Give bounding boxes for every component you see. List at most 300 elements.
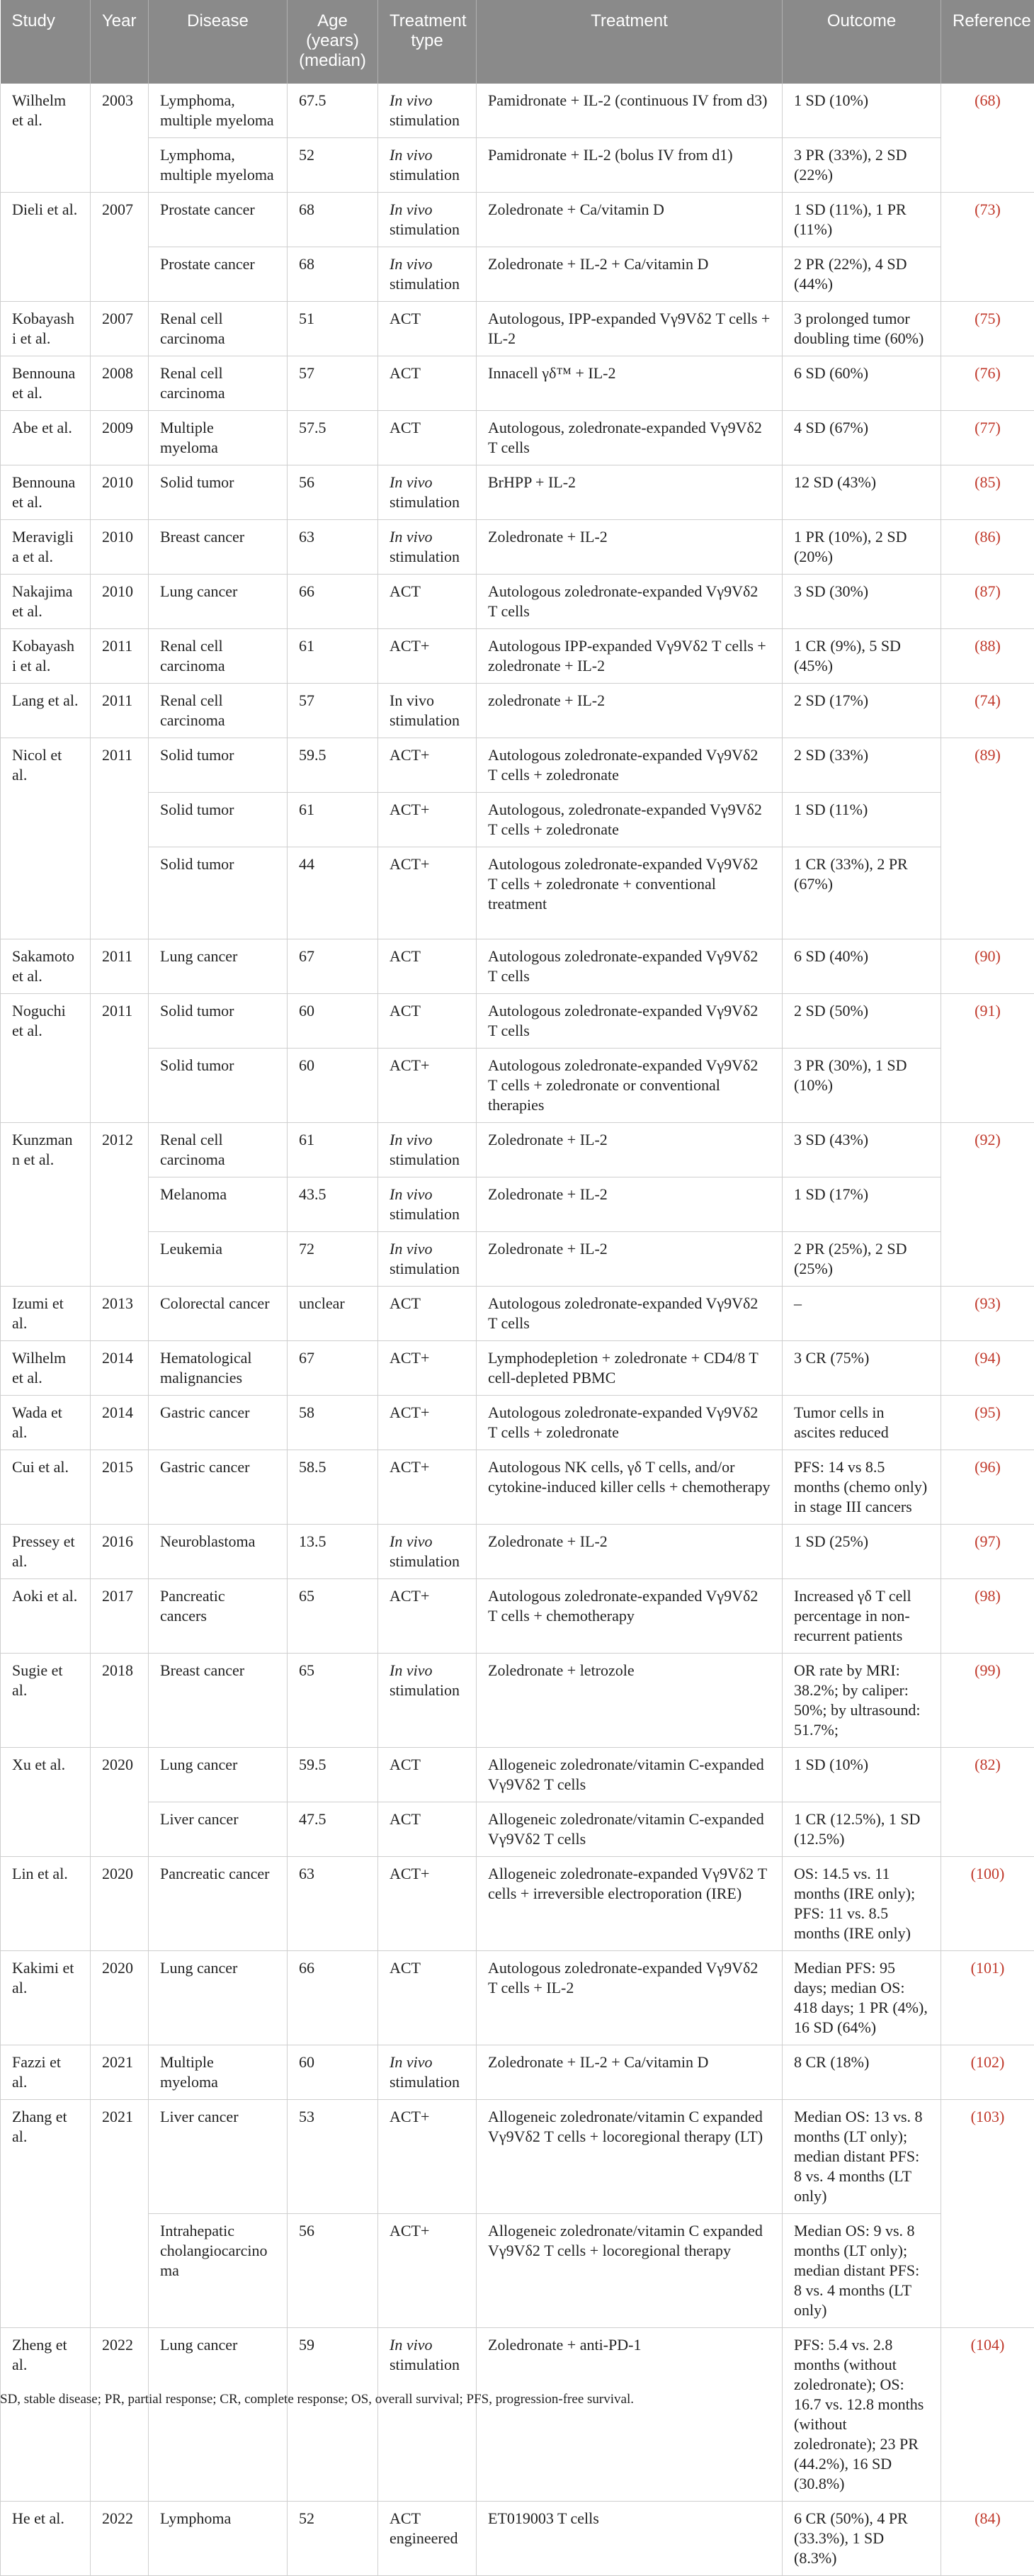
disease-cell: Intrahepatic cholangiocarcinoma xyxy=(149,2214,288,2328)
reference-link[interactable]: 104 xyxy=(976,2336,999,2354)
reference-link[interactable]: 86 xyxy=(980,528,996,546)
ref-paren-close: ) xyxy=(999,2336,1004,2354)
table-row xyxy=(1,629,1034,684)
year-cell: 2011 xyxy=(91,629,149,684)
treatment-cell: Autologous zoledronate-expanded Vγ9Vδ2 T cells + zoledronate + conventional treatment xyxy=(477,847,783,939)
ref-paren-open: ( xyxy=(975,1756,979,1773)
reference-cell xyxy=(941,520,1034,575)
reference-cell xyxy=(941,1450,1034,1525)
reference-link[interactable]: 74 xyxy=(980,691,996,709)
reference-link[interactable]: 88 xyxy=(980,637,996,655)
reference-link[interactable]: 95 xyxy=(980,1403,996,1421)
reference-link[interactable]: 76 xyxy=(980,364,996,382)
table-header xyxy=(1,0,1034,84)
age-cell: 57.5 xyxy=(288,411,378,465)
treatment-type-cell xyxy=(378,302,477,356)
age-cell: 63 xyxy=(288,520,378,575)
outcome-cell: 4 SD (67%) xyxy=(783,411,941,465)
treatment-type-cell xyxy=(378,2045,477,2100)
outcome-cell: 12 SD (43%) xyxy=(783,465,941,520)
reference-link[interactable]: 101 xyxy=(976,1959,999,1977)
ref-paren-open: ( xyxy=(975,528,979,546)
treatment-type-text: ACT xyxy=(390,1294,421,1312)
table-row xyxy=(1,1049,1034,1123)
reference-link[interactable]: 98 xyxy=(980,1587,996,1605)
table-row xyxy=(1,520,1034,575)
age-cell: 65 xyxy=(288,1654,378,1748)
table-row xyxy=(1,411,1034,465)
ref-paren-open: ( xyxy=(975,473,979,491)
age-cell: 53 xyxy=(288,2100,378,2214)
year-cell: 2015 xyxy=(91,1450,149,1525)
disease-cell: Liver cancer xyxy=(149,2100,288,2214)
treatment-type-text: ACT xyxy=(390,1756,421,1773)
age-cell: 66 xyxy=(288,575,378,629)
treatment-cell: Allogeneic zoledronate/vitamin C-expanded Vγ9Vδ2 T cells xyxy=(477,1748,783,1802)
treatment-type-cell xyxy=(378,411,477,465)
table-row xyxy=(1,1232,1034,1287)
study-cell: Pressey et al. xyxy=(1,1525,91,1579)
ref-paren-close: ) xyxy=(996,528,1001,546)
header-row xyxy=(1,0,1034,84)
year-cell: 2014 xyxy=(91,1396,149,1450)
study-cell: Wada et al. xyxy=(1,1396,91,1450)
treatment-cell: Autologous zoledronate-expanded Vγ9Vδ2 T cells xyxy=(477,994,783,1049)
age-cell: 44 xyxy=(288,847,378,939)
table-footnote: SD, stable disease; PR, partial response; CR, complete response; OS, overall survival; PFS, progression-free survival. xyxy=(0,2391,1034,2408)
treatment-type-text: ACT xyxy=(390,310,421,327)
ref-paren-open: ( xyxy=(971,2053,976,2071)
treatment-type-cell xyxy=(378,1579,477,1654)
outcome-cell: 3 prolonged tumor doubling time (60%) xyxy=(783,302,941,356)
treatment-cell: Pamidronate + IL-2 (bolus IV from d1) xyxy=(477,138,783,193)
treatment-type-text: ACT xyxy=(390,947,421,965)
treatment-cell: Innacell γδ™ + IL-2 xyxy=(477,356,783,411)
header-treatment: Treatment xyxy=(477,0,783,84)
treatment-type-text: stimulation xyxy=(390,111,460,129)
age-cell: 67 xyxy=(288,1341,378,1396)
treatment-type-text: stimulation xyxy=(390,1552,460,1570)
reference-cell xyxy=(941,738,1034,939)
table-row xyxy=(1,1396,1034,1450)
treatment-type-text: ACT+ xyxy=(390,2108,429,2125)
treatment-type-italic: In vivo xyxy=(390,91,432,109)
study-cell: Aoki et al. xyxy=(1,1579,91,1654)
ref-paren-close: ) xyxy=(996,1532,1001,1550)
reference-link[interactable]: 68 xyxy=(980,91,996,109)
table-row xyxy=(1,793,1034,847)
reference-cell xyxy=(941,2100,1034,2328)
age-cell: 59.5 xyxy=(288,738,378,793)
ref-paren-open: ( xyxy=(975,1403,979,1421)
reference-link[interactable]: 87 xyxy=(980,582,996,600)
year-cell: 2011 xyxy=(91,994,149,1123)
disease-cell: Colorectal cancer xyxy=(149,1287,288,1341)
reference-link[interactable]: 84 xyxy=(980,2509,996,2527)
study-cell: Wilhelm et al. xyxy=(1,84,91,193)
treatment-type-cell xyxy=(378,1396,477,1450)
study-cell: He et al. xyxy=(1,2502,91,2576)
header-age: Age (years) (median) xyxy=(288,0,378,84)
study-cell: Nakajima et al. xyxy=(1,575,91,629)
disease-cell: Neuroblastoma xyxy=(149,1525,288,1579)
treatment-type-text: ACT xyxy=(390,419,421,436)
ref-paren-open: ( xyxy=(975,200,979,218)
age-cell: 58.5 xyxy=(288,1450,378,1525)
disease-cell: Lymphoma, multiple myeloma xyxy=(149,84,288,138)
treatment-cell: Autologous, IPP-expanded Vγ9Vδ2 T cells + IL-2 xyxy=(477,302,783,356)
outcome-cell: 1 CR (12.5%), 1 SD (12.5%) xyxy=(783,1802,941,1857)
ref-paren-close: ) xyxy=(996,91,1001,109)
treatment-type-cell xyxy=(378,520,477,575)
outcome-cell: 3 CR (75%) xyxy=(783,1341,941,1396)
treatment-type-cell xyxy=(378,684,477,738)
outcome-cell: 1 SD (10%) xyxy=(783,1748,941,1802)
age-cell: 67.5 xyxy=(288,84,378,138)
age-cell: 61 xyxy=(288,1123,378,1177)
treatment-cell: Autologous IPP-expanded Vγ9Vδ2 T cells + zoledronate + IL-2 xyxy=(477,629,783,684)
year-cell: 2007 xyxy=(91,302,149,356)
table-row xyxy=(1,939,1034,994)
outcome-cell: 1 SD (25%) xyxy=(783,1525,941,1579)
year-cell: 2009 xyxy=(91,411,149,465)
treatment-type-text: stimulation xyxy=(390,1205,460,1223)
treatment-type-text: ACT+ xyxy=(390,2222,429,2239)
treatment-cell: Zoledronate + IL-2 + Ca/vitamin D xyxy=(477,2045,783,2100)
reference-link[interactable]: 92 xyxy=(980,1131,996,1148)
age-cell: 67 xyxy=(288,939,378,994)
treatment-type-cell xyxy=(378,356,477,411)
disease-cell: Gastric cancer xyxy=(149,1396,288,1450)
reference-link[interactable]: 73 xyxy=(980,200,996,218)
treatment-cell: zoledronate + IL-2 xyxy=(477,684,783,738)
table-row xyxy=(1,1525,1034,1579)
reference-link[interactable]: 102 xyxy=(976,2053,999,2071)
year-cell: 2007 xyxy=(91,193,149,302)
outcome-cell: PFS: 14 vs 8.5 months (chemo only) in stage III cancers xyxy=(783,1450,941,1525)
treatment-type-cell xyxy=(378,1232,477,1287)
table-row xyxy=(1,465,1034,520)
ref-paren-close: ) xyxy=(999,1959,1004,1977)
study-cell: Fazzi et al. xyxy=(1,2045,91,2100)
treatment-cell: Allogeneic zoledronate/vitamin C expanded Vγ9Vδ2 T cells + locoregional therapy xyxy=(477,2214,783,2328)
year-cell: 2010 xyxy=(91,520,149,575)
year-cell: 2017 xyxy=(91,1579,149,1654)
year-cell: 2010 xyxy=(91,575,149,629)
reference-link[interactable]: 93 xyxy=(980,1294,996,1312)
age-cell: 51 xyxy=(288,302,378,356)
ref-paren-open: ( xyxy=(975,582,979,600)
outcome-cell: PFS: 5.4 vs. 2.8 months (without zoledronate); OS: 16.7 vs. 12.8 months (without zoledronate); 23 PR (44.2%), 16 SD (30.8%) xyxy=(783,2328,941,2502)
year-cell: 2012 xyxy=(91,1123,149,1287)
reference-link[interactable]: 100 xyxy=(976,1865,999,1882)
treatment-cell: Lymphodepletion + zoledronate + CD4/8 T cell-depleted PBMC xyxy=(477,1341,783,1396)
year-cell: 2020 xyxy=(91,1857,149,1951)
ref-paren-open: ( xyxy=(975,1349,979,1367)
treatment-type-cell xyxy=(378,2328,477,2502)
outcome-cell: 1 PR (10%), 2 SD (20%) xyxy=(783,520,941,575)
reference-cell xyxy=(941,2328,1034,2502)
study-cell: Sakamoto et al. xyxy=(1,939,91,994)
treatment-type-italic: In vivo xyxy=(390,2336,432,2354)
ref-paren-close: ) xyxy=(999,1865,1004,1882)
age-cell: 60 xyxy=(288,994,378,1049)
reference-cell xyxy=(941,1396,1034,1450)
treatment-type-text: stimulation xyxy=(390,275,460,293)
table-row xyxy=(1,2045,1034,2100)
treatment-type-cell xyxy=(378,138,477,193)
year-cell: 2011 xyxy=(91,939,149,994)
study-cell: Noguchi et al. xyxy=(1,994,91,1123)
reference-link[interactable]: 90 xyxy=(980,947,996,965)
outcome-cell: Increased γδ T cell percentage in non-recurrent patients xyxy=(783,1579,941,1654)
reference-link[interactable]: 82 xyxy=(980,1756,996,1773)
treatment-type-cell xyxy=(378,1802,477,1857)
year-cell: 2013 xyxy=(91,1287,149,1341)
treatment-cell: BrHPP + IL-2 xyxy=(477,465,783,520)
table-row xyxy=(1,84,1034,138)
table-row xyxy=(1,2214,1034,2328)
treatment-cell: Zoledronate + IL-2 + Ca/vitamin D xyxy=(477,247,783,302)
treatment-type-cell xyxy=(378,994,477,1049)
outcome-cell: 3 PR (30%), 1 SD (10%) xyxy=(783,1049,941,1123)
study-cell: Kunzmann et al. xyxy=(1,1123,91,1287)
table-row xyxy=(1,575,1034,629)
age-cell: 52 xyxy=(288,2502,378,2576)
disease-cell: Melanoma xyxy=(149,1177,288,1232)
treatment-type-cell xyxy=(378,84,477,138)
table-row xyxy=(1,247,1034,302)
header-outcome: Outcome xyxy=(783,0,941,84)
reference-cell xyxy=(941,1287,1034,1341)
treatment-cell: Zoledronate + letrozole xyxy=(477,1654,783,1748)
reference-link[interactable]: 85 xyxy=(980,473,996,491)
ref-paren-open: ( xyxy=(975,1532,979,1550)
header-disease: Disease xyxy=(149,0,288,84)
treatment-cell: Autologous NK cells, γδ T cells, and/or cytokine-induced killer cells + chemotherapy xyxy=(477,1450,783,1525)
treatment-type-cell xyxy=(378,2214,477,2328)
study-cell: Meraviglia et al. xyxy=(1,520,91,575)
outcome-cell: Median OS: 9 vs. 8 months (LT only); median distant PFS: 8 vs. 4 months (LT only) xyxy=(783,2214,941,2328)
table-row xyxy=(1,1287,1034,1341)
treatment-type-italic: In vivo xyxy=(390,473,432,491)
age-cell: 57 xyxy=(288,356,378,411)
treatment-cell: Autologous zoledronate-expanded Vγ9Vδ2 T cells + zoledronate xyxy=(477,1396,783,1450)
age-cell: 60 xyxy=(288,1049,378,1123)
reference-link[interactable]: 94 xyxy=(980,1349,996,1367)
reference-cell xyxy=(941,1525,1034,1579)
table-row xyxy=(1,302,1034,356)
reference-link[interactable]: 89 xyxy=(980,746,996,764)
disease-cell: Multiple myeloma xyxy=(149,411,288,465)
disease-cell: Leukemia xyxy=(149,1232,288,1287)
age-cell: 65 xyxy=(288,1579,378,1654)
ref-paren-close: ) xyxy=(996,1002,1001,1019)
reference-cell xyxy=(941,684,1034,738)
reference-cell xyxy=(941,2045,1034,2100)
disease-cell: Lung cancer xyxy=(149,575,288,629)
treatment-type-italic: In vivo xyxy=(390,1131,432,1148)
treatment-type-text: ACT xyxy=(390,1959,421,1977)
treatment-type-text: ACT+ xyxy=(390,1865,429,1882)
ref-paren-open: ( xyxy=(975,637,979,655)
study-cell: Zhang et al. xyxy=(1,2100,91,2328)
treatment-type-italic: In vivo xyxy=(390,1240,432,1258)
disease-cell: Prostate cancer xyxy=(149,247,288,302)
treatment-cell: Zoledronate + anti-PD-1 xyxy=(477,2328,783,2502)
reference-link[interactable]: 77 xyxy=(980,419,996,436)
treatment-type-italic: In vivo xyxy=(390,200,432,218)
disease-cell: Solid tumor xyxy=(149,738,288,793)
year-cell: 2008 xyxy=(91,356,149,411)
age-cell: 47.5 xyxy=(288,1802,378,1857)
age-cell: 61 xyxy=(288,793,378,847)
study-cell: Lin et al. xyxy=(1,1857,91,1951)
treatment-type-italic: In vivo xyxy=(390,1532,432,1550)
disease-cell: Lung cancer xyxy=(149,1748,288,1802)
ref-paren-close: ) xyxy=(996,364,1001,382)
age-cell: 72 xyxy=(288,1232,378,1287)
reference-cell xyxy=(941,302,1034,356)
header-year: Year xyxy=(91,0,149,84)
disease-cell: Gastric cancer xyxy=(149,1450,288,1525)
treatment-type-cell xyxy=(378,1654,477,1748)
treatment-type-text: ACT+ xyxy=(390,801,429,818)
age-cell: 59.5 xyxy=(288,1748,378,1802)
study-cell: Wilhelm et al. xyxy=(1,1341,91,1396)
ref-paren-close: ) xyxy=(996,1661,1001,1679)
reference-link[interactable]: 96 xyxy=(980,1458,996,1476)
ref-paren-open: ( xyxy=(975,691,979,709)
outcome-cell: 2 PR (25%), 2 SD (25%) xyxy=(783,1232,941,1287)
treatment-type-cell xyxy=(378,793,477,847)
outcome-cell: 3 SD (30%) xyxy=(783,575,941,629)
table-row xyxy=(1,1341,1034,1396)
treatment-cell: Autologous zoledronate-expanded Vγ9Vδ2 T cells + zoledronate or conventional therapies xyxy=(477,1049,783,1123)
treatment-type-cell xyxy=(378,1748,477,1802)
table-row xyxy=(1,1450,1034,1525)
disease-cell: Prostate cancer xyxy=(149,193,288,247)
outcome-cell: 1 SD (17%) xyxy=(783,1177,941,1232)
disease-cell: Lung cancer xyxy=(149,1951,288,2045)
outcome-cell: 2 PR (22%), 4 SD (44%) xyxy=(783,247,941,302)
treatment-type-text: ACT xyxy=(390,582,421,600)
reference-cell xyxy=(941,1341,1034,1396)
table-row xyxy=(1,1177,1034,1232)
ref-paren-close: ) xyxy=(996,310,1001,327)
treatment-type-text: ACT+ xyxy=(390,1458,429,1476)
reference-cell xyxy=(941,1579,1034,1654)
treatment-cell: Zoledronate + IL-2 xyxy=(477,520,783,575)
study-cell: Dieli et al. xyxy=(1,193,91,302)
treatment-type-cell xyxy=(378,1525,477,1579)
reference-cell xyxy=(941,2502,1034,2576)
ref-paren-open: ( xyxy=(975,2509,979,2527)
reference-cell xyxy=(941,575,1034,629)
treatment-type-text: ACT+ xyxy=(390,637,429,655)
treatment-cell: Zoledronate + Ca/vitamin D xyxy=(477,193,783,247)
outcome-cell: 1 SD (11%), 1 PR (11%) xyxy=(783,193,941,247)
age-cell: 56 xyxy=(288,2214,378,2328)
treatment-cell: Autologous zoledronate-expanded Vγ9Vδ2 T cells xyxy=(477,575,783,629)
study-cell: Abe et al. xyxy=(1,411,91,465)
treatment-cell: Zoledronate + IL-2 xyxy=(477,1232,783,1287)
disease-cell: Renal cell carcinoma xyxy=(149,356,288,411)
age-cell: 52 xyxy=(288,138,378,193)
year-cell: 2022 xyxy=(91,2328,149,2502)
age-cell: 68 xyxy=(288,247,378,302)
treatment-type-text: In vivo stimulation xyxy=(390,691,460,729)
reference-cell xyxy=(941,1654,1034,1748)
reference-link[interactable]: 103 xyxy=(976,2108,999,2125)
outcome-cell: 1 SD (10%) xyxy=(783,84,941,138)
study-cell: Sugie et al. xyxy=(1,1654,91,1748)
treatment-type-cell xyxy=(378,1951,477,2045)
treatment-type-text: stimulation xyxy=(390,1151,460,1168)
reference-link[interactable]: 91 xyxy=(980,1002,996,1019)
reference-cell xyxy=(941,1857,1034,1951)
table-row xyxy=(1,2100,1034,2214)
reference-link[interactable]: 75 xyxy=(980,310,996,327)
treatment-cell: Allogeneic zoledronate/vitamin C-expanded Vγ9Vδ2 T cells xyxy=(477,1802,783,1857)
disease-cell: Breast cancer xyxy=(149,520,288,575)
treatment-type-text: ACT+ xyxy=(390,746,429,764)
ref-paren-open: ( xyxy=(975,1002,979,1019)
treatment-type-text: ACT xyxy=(390,1810,421,1828)
disease-cell: Solid tumor xyxy=(149,994,288,1049)
ref-paren-open: ( xyxy=(971,1865,976,1882)
study-cell: Cui et al. xyxy=(1,1450,91,1525)
age-cell: 43.5 xyxy=(288,1177,378,1232)
treatment-cell: Allogeneic zoledronate/vitamin C expanded Vγ9Vδ2 T cells + locoregional therapy (LT) xyxy=(477,2100,783,2214)
year-cell: 2021 xyxy=(91,2100,149,2328)
disease-cell: Renal cell carcinoma xyxy=(149,302,288,356)
treatment-cell: Autologous zoledronate-expanded Vγ9Vδ2 T cells + IL-2 xyxy=(477,1951,783,2045)
disease-cell: Hematological malignancies xyxy=(149,1341,288,1396)
ref-paren-close: ) xyxy=(996,2509,1001,2527)
ref-paren-open: ( xyxy=(975,1131,979,1148)
treatment-type-cell xyxy=(378,465,477,520)
year-cell: 2022 xyxy=(91,2502,149,2576)
ref-paren-open: ( xyxy=(975,310,979,327)
table-row xyxy=(1,356,1034,411)
reference-cell xyxy=(941,465,1034,520)
year-cell: 2011 xyxy=(91,738,149,939)
treatment-cell: Autologous, zoledronate-expanded Vγ9Vδ2 T cells xyxy=(477,411,783,465)
study-cell: Xu et al. xyxy=(1,1748,91,1857)
table-row xyxy=(1,2328,1034,2502)
reference-cell xyxy=(941,1951,1034,2045)
reference-link[interactable]: 97 xyxy=(980,1532,996,1550)
reference-cell xyxy=(941,84,1034,193)
reference-link[interactable]: 99 xyxy=(980,1661,996,1679)
year-cell: 2010 xyxy=(91,465,149,520)
ref-paren-open: ( xyxy=(975,1458,979,1476)
reference-cell xyxy=(941,411,1034,465)
treatment-cell: ET019003 T cells xyxy=(477,2502,783,2576)
ref-paren-close: ) xyxy=(996,1294,1001,1312)
table-row xyxy=(1,1748,1034,1802)
treatment-cell: Pamidronate + IL-2 (continuous IV from d3) xyxy=(477,84,783,138)
treatment-type-cell xyxy=(378,629,477,684)
year-cell: 2016 xyxy=(91,1525,149,1579)
disease-cell: Solid tumor xyxy=(149,793,288,847)
outcome-cell: Median OS: 13 vs. 8 months (LT only); median distant PFS: 8 vs. 4 months (LT only) xyxy=(783,2100,941,2214)
treatment-cell: Zoledronate + IL-2 xyxy=(477,1525,783,1579)
age-cell: unclear xyxy=(288,1287,378,1341)
disease-cell: Solid tumor xyxy=(149,1049,288,1123)
disease-cell: Pancreatic cancer xyxy=(149,1857,288,1951)
